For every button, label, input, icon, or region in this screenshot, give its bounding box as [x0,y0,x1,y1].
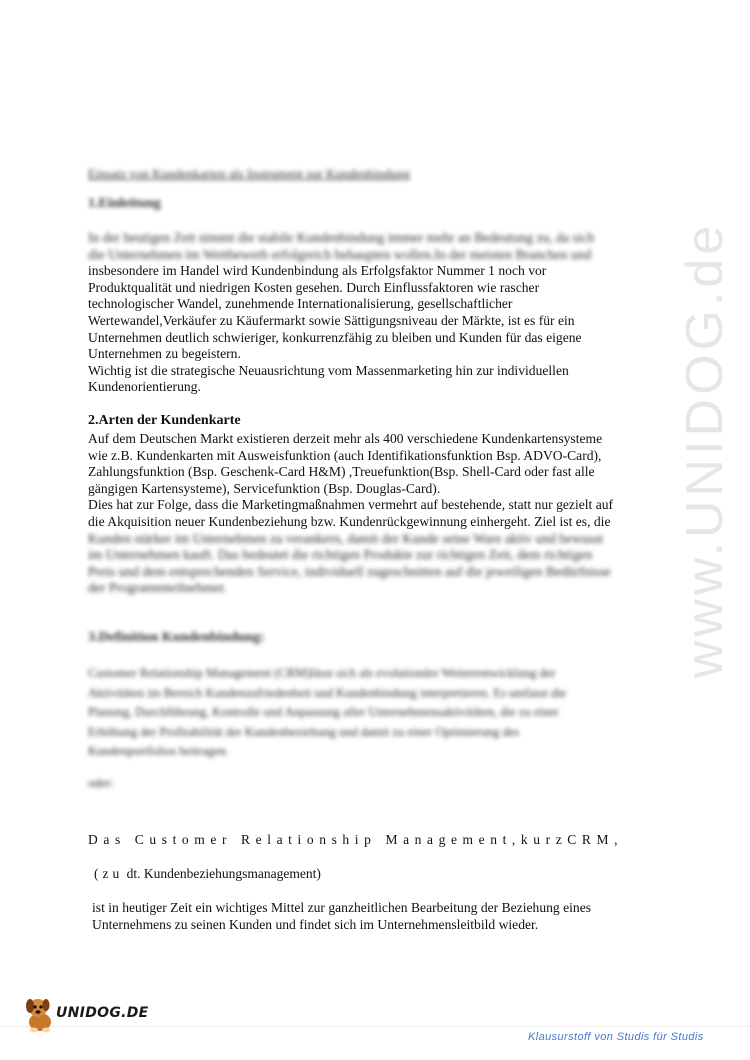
text-line: Wichtig ist die strategische Neuausrichtung vom Massenmarketing hin zur individuellen [88,362,569,378]
logo-text: UNIDOG.DE [56,1005,149,1021]
text-line: gängigen Kartensysteme), Servicefunktion (Bsp. Douglas-Card). [88,480,441,496]
text-line: Auf dem Deutschen Markt existieren derzeit mehr als 400 verschiedene Kundenkartensysteme [88,431,603,446]
text-line: Zahlungsfunktion (Bsp. Geschenk-Card H&M) ,Treuefunktion(Bsp. Shell-Card oder fast alle [88,464,595,480]
footer-tagline: Klausurstoff von Studis für Studis [528,1031,704,1043]
text-line: Unternehmen zu begeistern. [88,346,241,362]
text-line: Dies hat zur Folge, dass die Marketingmaßnahmen vermehrt auf bestehende, statt nur gezielt auf [88,497,614,513]
text-line: im Unternehmen kauft. Das bedeutet die richtigen Produkte zur richtigen Zeit, dem richtigen [88,547,593,563]
document-title: Einsatz von Kundenkarten als Instrument zur Kundenbindung [88,166,411,181]
translation-prefix: (zu [94,866,124,881]
watermark: www.UNIDOG.de [676,221,734,679]
section-heading-definition: 3.Definition Kundenbindung: [88,630,265,645]
text-line: Erhöhung der Profitabilität der Kundenbeziehung und damit zu einer Optimierung des [88,724,520,739]
text-line: Customer Relationship Management (CRM)lässt sich als evolutionäre Weiterentwicklung der [88,666,556,680]
text-line: Unternehmens zu seinen Kunden und findet sich im Unternehmensleitbild wieder. [92,916,539,932]
text-line: technologischer Wandel, zunehmende Internationalisierung, gesellschaftlicher [88,296,513,312]
translation-text: dt. Kundenbeziehungsmanagement) [126,866,321,881]
text-line: insbesondere im Handel wird Kundenbindung als Erfolgsfaktor Nummer 1 noch vor [88,263,547,279]
text-line: Preis und dem entsprechenden Service, individuell zugeschnitten auf die jeweiligen Bedürfnisse [88,563,611,579]
text-line: Kundenportfolios beitragen. [88,744,229,758]
oder-label: oder: [88,776,114,790]
dog-mascot-icon [22,996,58,1034]
text-line: wie z.B. Kundenkarten mit Ausweisfunktion (auch Identifikationsfunktion Bsp. ADVO-Card), [88,447,602,463]
section-heading-einleitung: 1.Einleitung [88,196,161,211]
text-line: Planung, Durchführung, Kontrolle und Anpassung aller Unternehmensaktivitäten, die zu einer [88,705,559,719]
text-line: ist in heutiger Zeit ein wichtiges Mittel zur ganzheitlichen Bearbeitung der Beziehung eines [92,900,592,915]
crm-line: Das Customer Relationship Management,kurzCRM, [88,832,624,847]
text-line: Produktqualität und niedrigen Kosten gesehen. Durch Einflussfaktoren wie rascher [88,279,540,295]
section-body-definition [88,664,668,762]
unidog-logo [22,996,152,1036]
section-heading-arten: 2.Arten der Kundenkarte [88,413,241,428]
text-line: Unternehmen deutlich schwieriger, konkurrenzfähig zu bleiben und Kunden für das eigene [88,329,582,345]
text-line: die Akquisition neuer Kundenbeziehung bzw. Kundenrückgewinnung einhergeht. Ziel ist es, die [88,513,611,529]
text-line: der Programmteilnehmer. [88,580,227,596]
section-body-einleitung [88,230,668,396]
text-line: In der heutigen Zeit nimmt die stabile Kundenbindung immer mehr an Bedeutung zu, da sich [88,230,595,245]
section-body-arten [88,431,668,597]
text-line: Kunden stärker im Unternehmen zu verankern, damit der Kunde seine Ware aktiv und bewusst [88,530,604,546]
translation-line [94,866,321,882]
text-line: Kundenorientierung. [88,379,201,395]
text-line: Wertewandel,Verkäufer zu Käufermarkt sowie Sättigungsniveau der Märkte, ist es für ein [88,312,575,328]
text-line: Aktivitäten im Bereich Kundenzufriedenheit und Kundenbindung interpretieren. Es umfasst die [88,685,567,700]
closing-paragraph [92,900,672,933]
text-line: die Unternehmen im Wettbewerb erfolgreich behaupten wollen.In der meisten Branchen und [88,246,592,262]
